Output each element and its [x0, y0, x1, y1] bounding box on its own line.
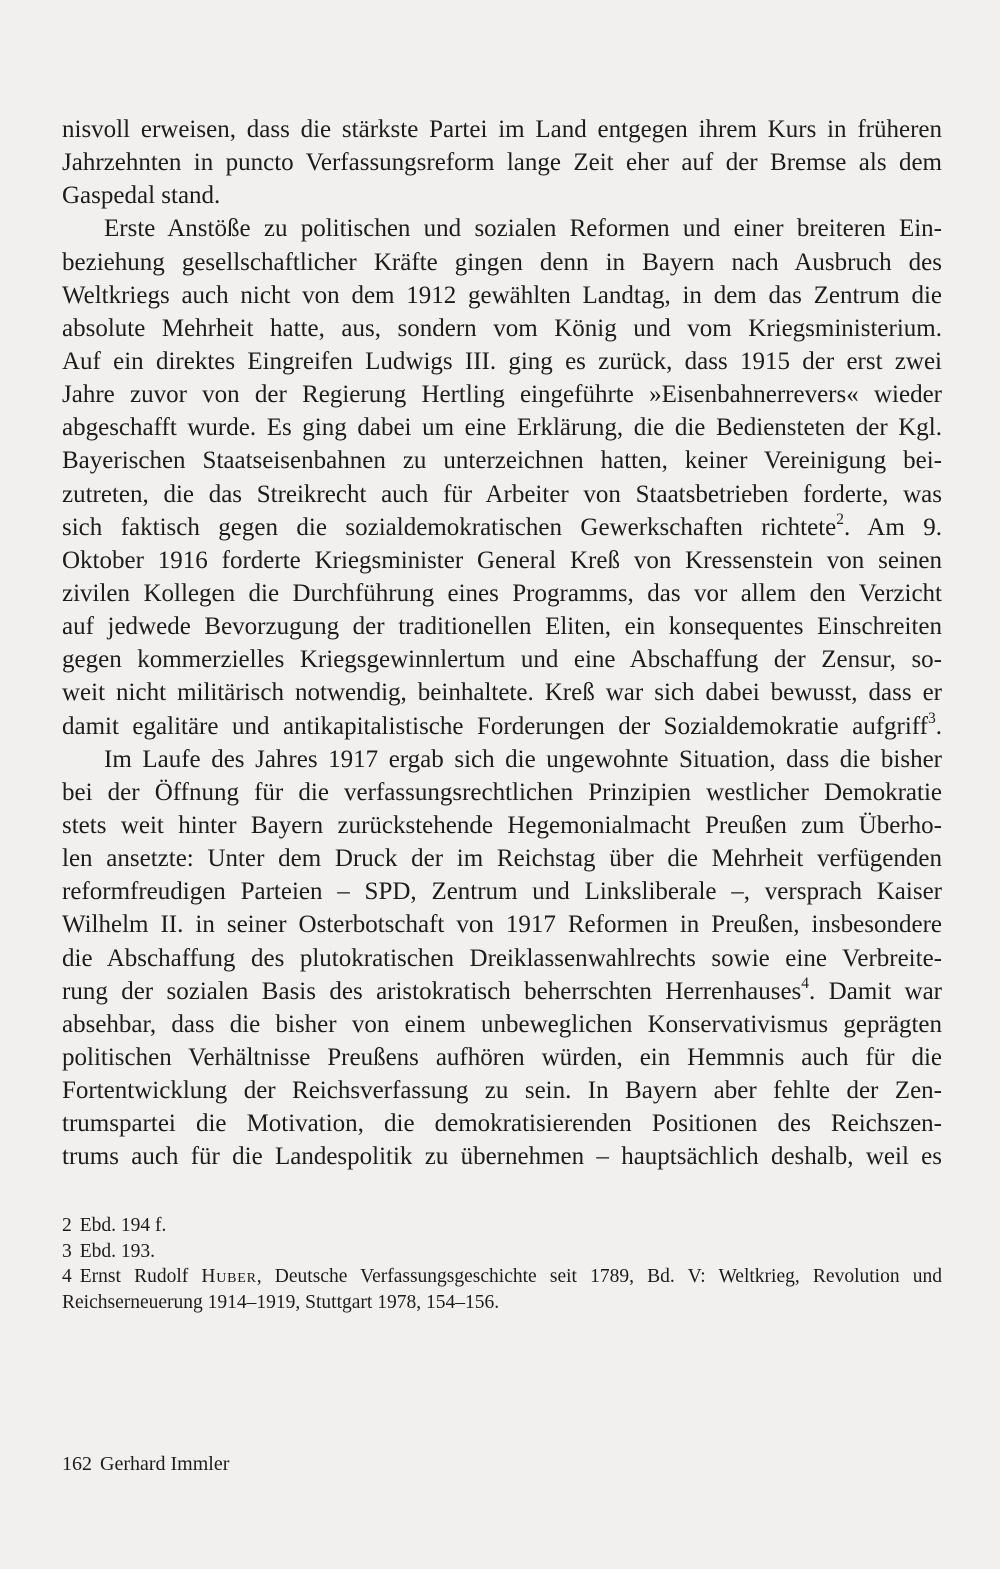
footnote-number: 3 — [62, 1240, 72, 1262]
footnote-ref: 2 — [836, 510, 844, 528]
text-line: rung der sozialen Basis des aristokratisch beherrschten Herrenhauses$^4$. Damit war — [62, 974, 943, 1005]
text-line: Jahrzehnten in puncto Verfassungsreform lange Zeit eher auf der Bremse als dem — [62, 149, 942, 177]
text-line: gegen kommerzielles Kriegsgewinnlertum und eine Abschaffung der Zensur, so- — [62, 646, 942, 674]
text-line: Oktober 1916 forderte Kriegsminister General Kreß von Kressenstein von seinen — [62, 546, 942, 574]
text-line: Auf ein direktes Eingreifen Ludwigs III. ging es zurück, dass 1915 der erst zwei — [62, 347, 942, 375]
text-line: stets weit hinter Bayern zurückstehende Hegemonialmacht Preußen zum Überho- — [62, 811, 942, 839]
text-line: bei der Öffnung für die verfassungsrechtlichen Prinzipien westlicher Demokratie — [62, 778, 942, 806]
footnote-line: Reichserneuerung 1914–1919, Stuttgart 1978, 154–156. — [62, 1291, 500, 1313]
text-line: trumspartei die Motivation, die demokratisierenden Positionen des Reichszen- — [62, 1110, 942, 1138]
footnote-line: 3 Ebd. 193. — [62, 1240, 156, 1262]
text-line: auf jedwede Bevorzugung der traditionellen Eliten, ein konsequentes Einschreiten — [62, 613, 942, 641]
footnote-line: 4 Ernst Rudolf Huber, Deutsche Verfassungsgeschichte seit 1789, Bd. V: Weltkrieg, Revolution und — [62, 1266, 942, 1287]
text-line: reformfreudigen Parteien – SPD, Zentrum und Linksliberale –, versprach Kaiser — [62, 878, 942, 906]
text-line: absehbar, dass die bisher von einem unbeweglichen Konservativismus geprägten — [62, 1010, 942, 1038]
text-line: Wilhelm II. in seiner Osterbotschaft von 1917 Reformen in Preußen, insbesondere — [62, 911, 942, 939]
text-line: politischen Verhältnisse Preußens aufhören würden, ein Hemmnis auch für die — [62, 1043, 942, 1071]
page-number: 162 — [62, 1453, 92, 1475]
text-line: zutreten, die das Streikrecht auch für Arbeiter von Staatsbetrieben forderte, was — [62, 480, 942, 508]
text-line: beziehung gesellschaftlicher Kräfte gingen denn in Bayern nach Ausbruch des — [62, 248, 942, 276]
footnote-line: 2 Ebd. 194 f. — [62, 1215, 167, 1236]
footnote-number: 2 — [62, 1215, 72, 1236]
running-foot — [62, 1450, 229, 1478]
text-line: Jahre zuvor von der Regierung Hertling eingeführte »Eisenbahnerrevers« wieder — [62, 381, 942, 409]
text-line: nisvoll erweisen, dass die stärkste Partei im Land entgegen ihrem Kurs in früheren — [62, 116, 942, 143]
text-line: damit egalitäre und antikapitalistische Forderungen der Sozialdemokratie aufgriff$^3$. — [62, 709, 942, 740]
text-line: zivilen Kollegen die Durchführung eines Programms, das vor allem den Verzicht — [62, 579, 942, 607]
footnote-ref: 3 — [928, 709, 936, 727]
text-line: Fortentwicklung der Reichsverfassung zu sein. In Bayern aber fehlte der Zen- — [62, 1077, 942, 1105]
text-line: Weltkriegs auch nicht von dem 1912 gewählten Landtag, in dem das Zentrum die — [62, 281, 942, 309]
text-line: die Abschaffung des plutokratischen Dreiklassenwahlrechts sowie eine Verbreite- — [62, 944, 942, 972]
text-line: abgeschafft wurde. Es ging dabei um eine Erklärung, die die Bediensteten der Kgl. — [62, 414, 942, 442]
running-foot-author: Gerhard Immler — [100, 1453, 230, 1475]
footnote-ref: 4 — [801, 974, 810, 992]
text-line: len ansetzte: Unter dem Druck der im Reichstag über die Mehrheit verfügenden — [62, 845, 942, 873]
text-line: Im Laufe des Jahres 1917 ergab sich die ungewohnte Situation, dass die bisher — [104, 745, 942, 773]
footnotes — [62, 1213, 942, 1315]
text-line: absolute Mehrheit hatte, aus, sondern vom König und vom Kriegsministerium. — [62, 314, 942, 342]
main-text — [62, 113, 942, 1174]
text-line: sich faktisch gegen die sozialdemokratischen Gewerkschaften richtete$^2$. Am 9. — [62, 510, 942, 541]
text-line: Bayerischen Staatseisenbahnen zu unterzeichnen hatten, keiner Vereinigung bei- — [62, 447, 942, 475]
text-line: Gaspedal stand. — [62, 182, 221, 210]
text-line: trums auch für die Landespolitik zu übernehmen – hauptsächlich deshalb, weil es — [62, 1143, 942, 1171]
text-line: Erste Anstöße zu politischen und sozialen Reformen und einer breiteren Ein- — [104, 215, 942, 243]
author-name: Huber — [201, 1266, 257, 1287]
footnote-number: 4 — [62, 1266, 72, 1287]
text-line: weit nicht militärisch notwendig, beinhaltete. Kreß war sich dabei bewusst, dass er — [62, 679, 942, 707]
